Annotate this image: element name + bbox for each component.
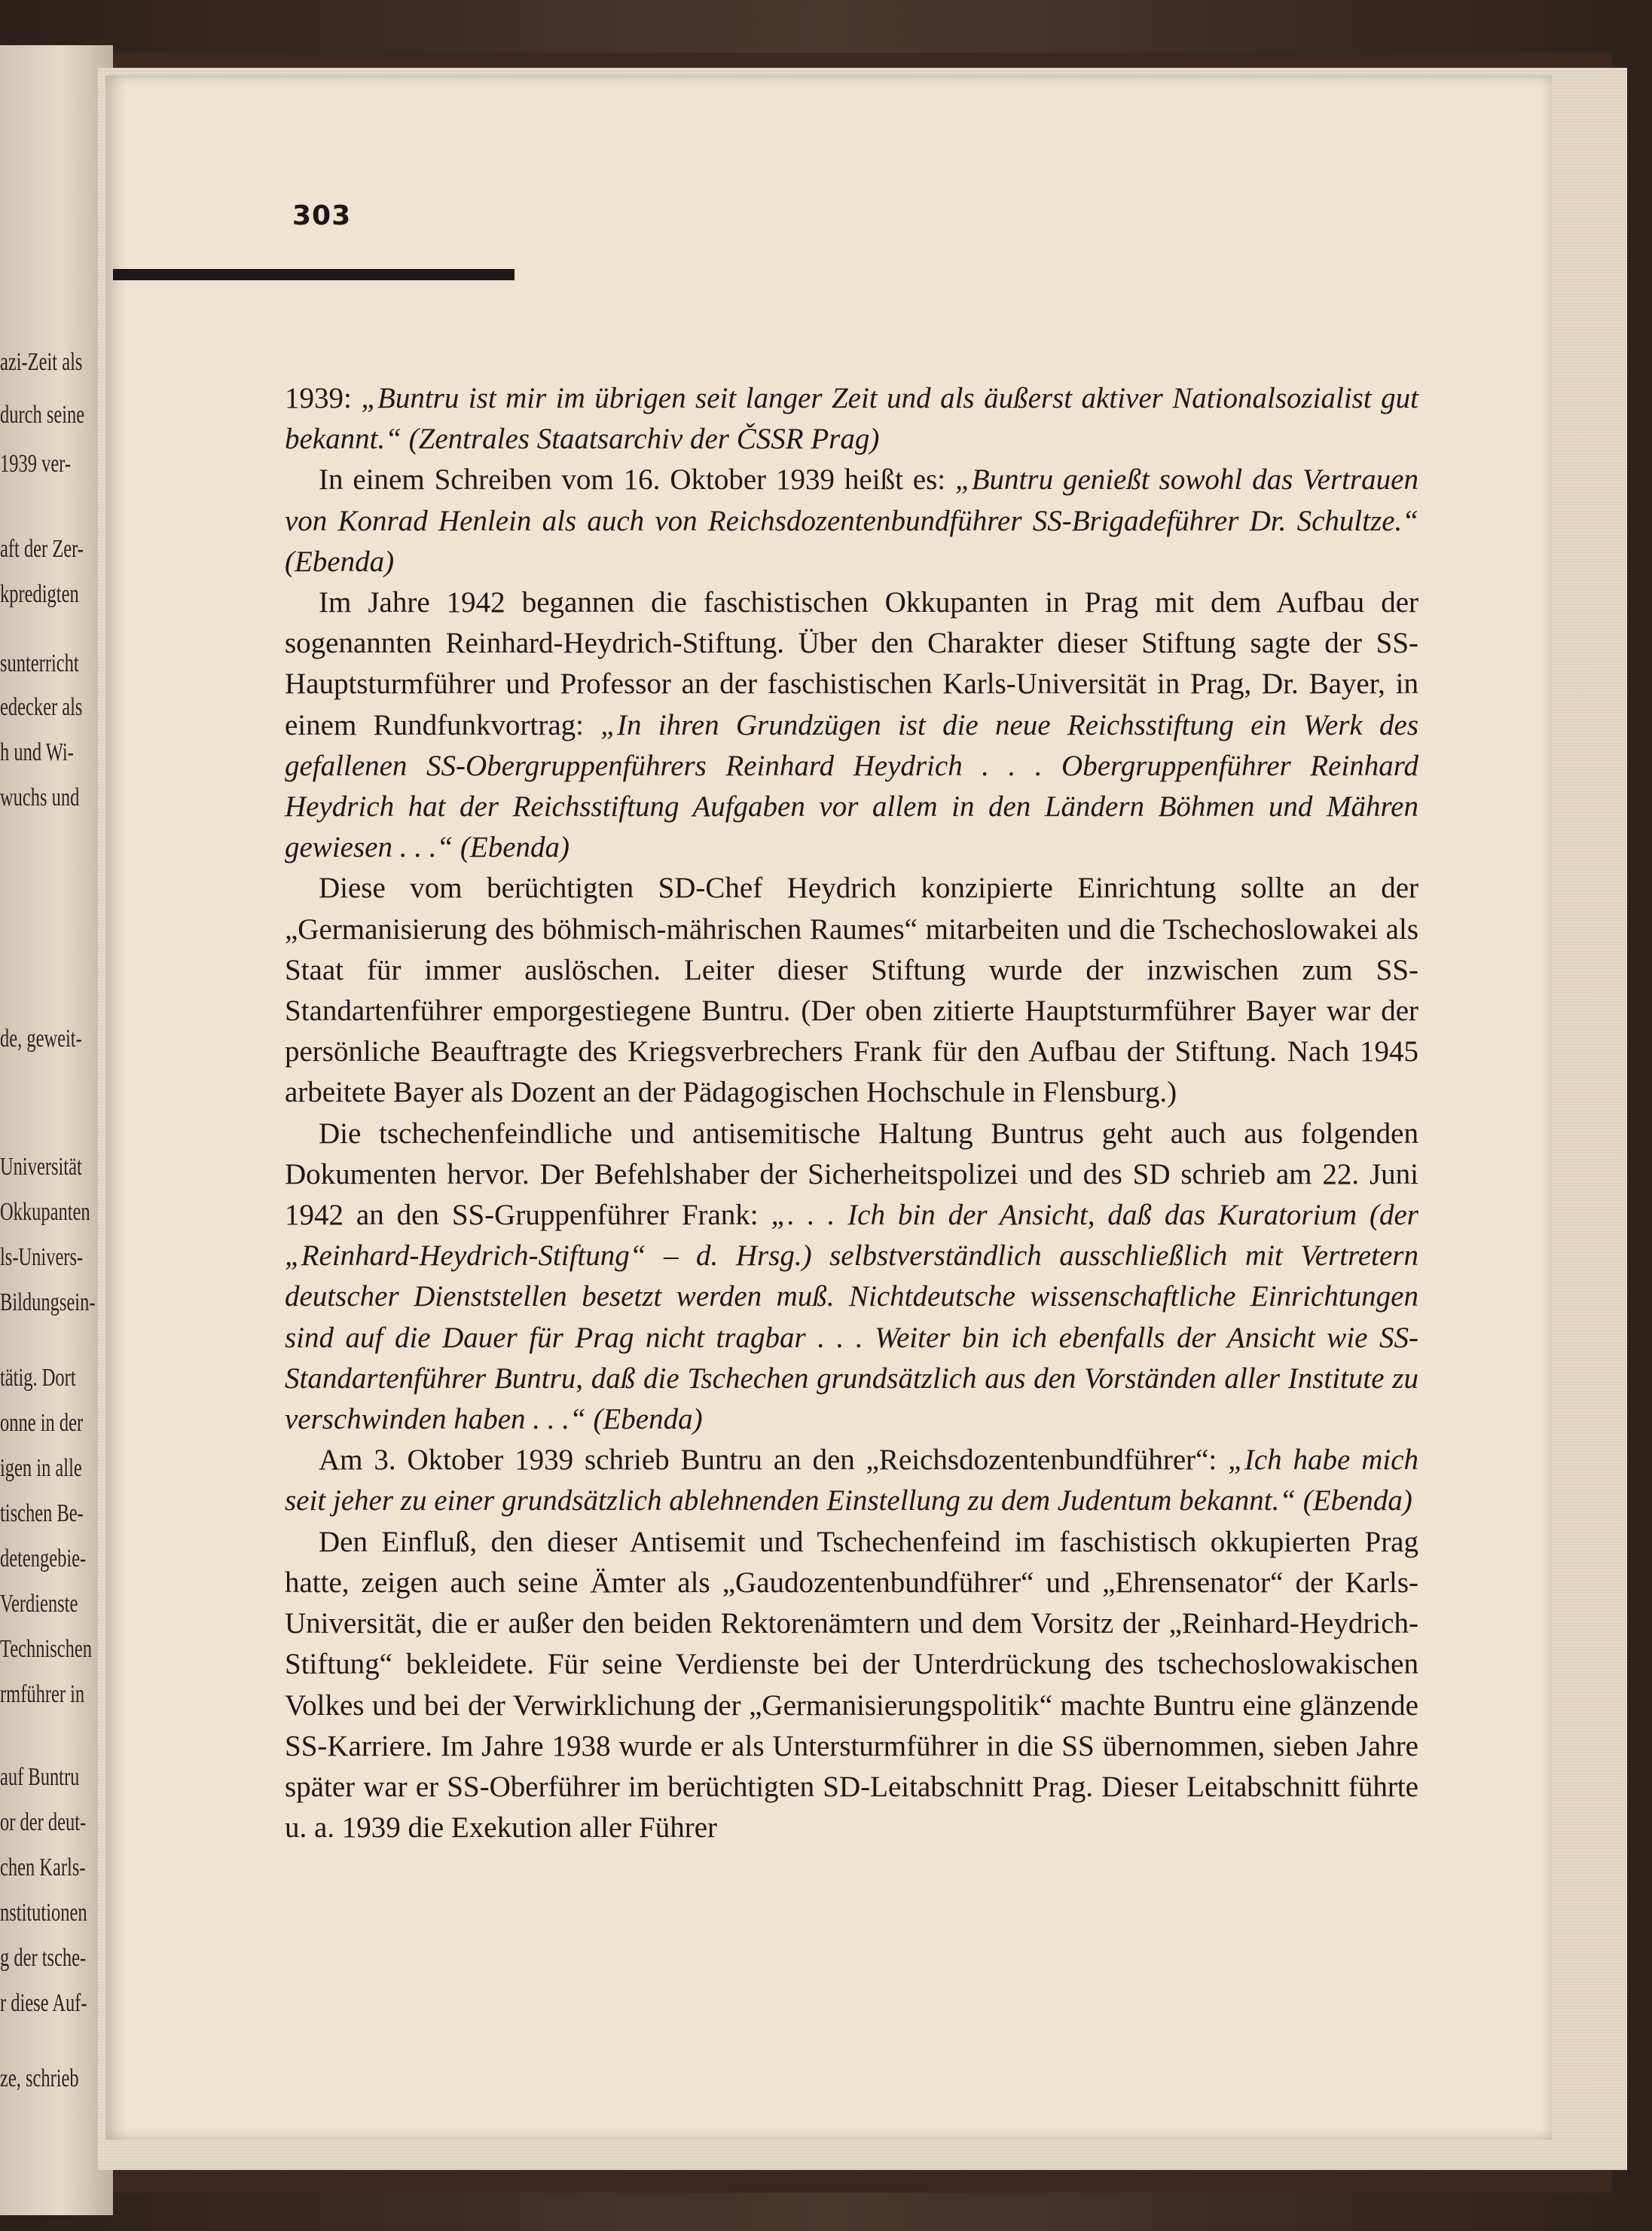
left-page-fragment: nstitutionen bbox=[0, 1899, 87, 1927]
left-page-fragment: g der tsche- bbox=[0, 1944, 87, 1972]
left-page-fragment: rmführer in bbox=[0, 1680, 85, 1708]
header-rule bbox=[113, 269, 515, 280]
left-page-fragment: kpredigten bbox=[0, 580, 79, 608]
left-page-fragment: chen Karls- bbox=[0, 1854, 86, 1881]
left-page-fragment: sunterricht bbox=[0, 649, 79, 677]
left-page-fragment: or der deut- bbox=[0, 1808, 87, 1836]
left-page-fragment: tischen Be- bbox=[0, 1499, 84, 1527]
paragraph bbox=[285, 1440, 1418, 1521]
left-page-fragment: Universität bbox=[0, 1153, 82, 1181]
text-run: 1939: bbox=[285, 382, 362, 414]
page-number: 303 bbox=[292, 200, 352, 231]
left-page-fragment: wuchs und bbox=[0, 784, 80, 811]
paragraph bbox=[285, 1522, 1418, 1849]
left-page-fragment: ze, schrieb bbox=[0, 2064, 79, 2092]
paragraph bbox=[285, 378, 1418, 460]
left-page bbox=[0, 45, 113, 2215]
left-page-fragment: onne in der bbox=[0, 1409, 84, 1437]
quoted-text: „Buntru genießt sowohl das Vertrauen von Konrad Henlein als auch von Reichsdozentenbundführer SS-Brigadeführer Dr. Schultze.“ (Ebenda) bbox=[285, 463, 1418, 578]
paragraph bbox=[285, 460, 1418, 582]
left-page-fragment: edecker als bbox=[0, 693, 83, 721]
left-page-fragment: Okkupanten bbox=[0, 1198, 90, 1226]
text-run: Diese vom berüchtigten SD-Chef Heydrich konzipierte Einrichtung sollte an der „Germanisierung des böhmisch-mährischen Raumes“ mitarbeiten und die Tschechoslowakei als Staat für immer auslöschen. Leiter dieser Stiftung wurde der inzwischen zum SS-Standartenführer emporgestiegene Buntru. (Der oben zitierte Hauptsturmführer Bayer war der persönliche Beauftragte des Kriegsverbrechers Frank für den Aufbau der Stiftung. Nach 1945 arbeitete Bayer als Dozent an der Pädagogischen Hochschule in Flensburg.) bbox=[285, 872, 1418, 1109]
text-run: Am 3. Oktober 1939 schrieb Buntru an den „Reichsdozentenbundführer“: bbox=[319, 1444, 1229, 1477]
left-page-fragment: ls-Univers- bbox=[0, 1243, 84, 1271]
quoted-text: „Ich habe mich seit jeher zu einer grundsätzlich ablehnenden Einstellung zu dem Judentum bekannt.“ (Ebenda) bbox=[285, 1444, 1418, 1517]
left-page-fragment: tätig. Dort bbox=[0, 1364, 76, 1392]
left-page-fragment: r diese Auf- bbox=[0, 1989, 87, 2017]
left-page-fragment: igen in alle bbox=[0, 1454, 82, 1482]
left-page-fragment: detengebie- bbox=[0, 1545, 87, 1572]
quoted-text: „Buntru ist mir im übrigen seit langer Zeit und als äußerst aktiver Nationalsozialist gut bekannt.“ (Zentrales Staatsarchiv der ČSSR Prag) bbox=[285, 382, 1418, 456]
quoted-text: „In ihren Grundzügen ist die neue Reichsstiftung ein Werk des gefallenen SS-Obergruppenführers Reinhard Heydrich . . . Obergruppenführer Reinhard Heydrich hat der Reichsstiftung Aufgaben vor allem in den Ländern Böhmen und Mähren gewiesen . . .“ (Ebenda) bbox=[285, 708, 1418, 864]
left-page-fragment: durch seine bbox=[0, 401, 85, 429]
left-page-fragment: Technischen bbox=[0, 1635, 92, 1663]
left-page-fragment: h und Wi- bbox=[0, 738, 74, 766]
text-run: Im Jahre 1942 begannen die faschistischen Okkupanten in Prag mit dem Aufbau der sogenannten Reinhard-Heydrich-Stiftung. Über den Charakter dieser Stiftung sagte der SS-Hauptsturmführer und Professor an der faschistischen Karls-Universität in Prag, Dr. Bayer, in einem Rundfunkvortrag: bbox=[285, 586, 1418, 741]
body-text bbox=[285, 378, 1418, 1848]
text-run: Die tschechenfeindliche und antisemitische Haltung Buntrus geht auch aus folgenden Dokumenten hervor. Der Befehlshaber der Sicherheitspolizei und des SD schrieb am 22. Juni 1942 an den SS-Gruppenführer Frank: bbox=[285, 1117, 1418, 1232]
left-page-fragment: 1939 ver- bbox=[0, 450, 72, 478]
paragraph bbox=[285, 868, 1418, 1113]
left-page-fragment: Bildungsein- bbox=[0, 1288, 96, 1316]
left-page-fragment: de, geweit- bbox=[0, 1025, 82, 1053]
paragraph bbox=[285, 1114, 1418, 1441]
left-page-fragment: Verdienste bbox=[0, 1590, 78, 1618]
quoted-text: „. . . Ich bin der Ansicht, daß das Kuratorium (der „Reinhard-Heydrich-Stiftung“ – d. Hrsg.) selbstverständlich ausschließlich mit Vertretern deutscher Dienststellen besetzt werden muß. Nichtdeutsche wissenschaftliche Einrichtungen sind auf die Dauer für Prag nicht tragbar . . . Weiter bin ich ebenfalls der Ansicht wie SS-Standartenführer Buntru, daß die Tschechen grundsätzlich aus den Vorständen aller Institute zu verschwinden haben . . .“ (Ebenda) bbox=[285, 1199, 1418, 1436]
text-run: In einem Schreiben vom 16. Oktober 1939 heißt es: bbox=[319, 463, 956, 497]
text-run: Den Einfluß, den dieser Antisemit und Tschechenfeind im faschistisch okkupierten Prag hatte, zeigen auch seine Ämter als „Gaudozentenbundführer“ und „Ehrensenator“ der Karls-Universität, die er außer den beiden Rektorenämtern und dem Vorsitz der „Reinhard-Heydrich-Stiftung“ bekleidete. Für seine Verdienste bei der Unterdrückung des tschechoslowakischen Volkes und bei der Verwirklichung der „Germanisierungspolitik“ machte Buntru eine glänzende SS-Karriere. Im Jahre 1938 wurde er als Untersturmführer in die SS übernommen, sieben Jahre später war er SS-Oberführer im berüchtigten SD-Leitabschnitt Prag. Dieser Leitabschnitt führte u. a. 1939 die Exekution aller Führer bbox=[285, 1525, 1418, 1844]
left-page-fragment: aft der Zer- bbox=[0, 535, 84, 563]
paragraph bbox=[285, 582, 1418, 868]
left-page-fragment: auf Buntru bbox=[0, 1763, 80, 1791]
left-page-fragment: azi-Zeit als bbox=[0, 348, 83, 376]
